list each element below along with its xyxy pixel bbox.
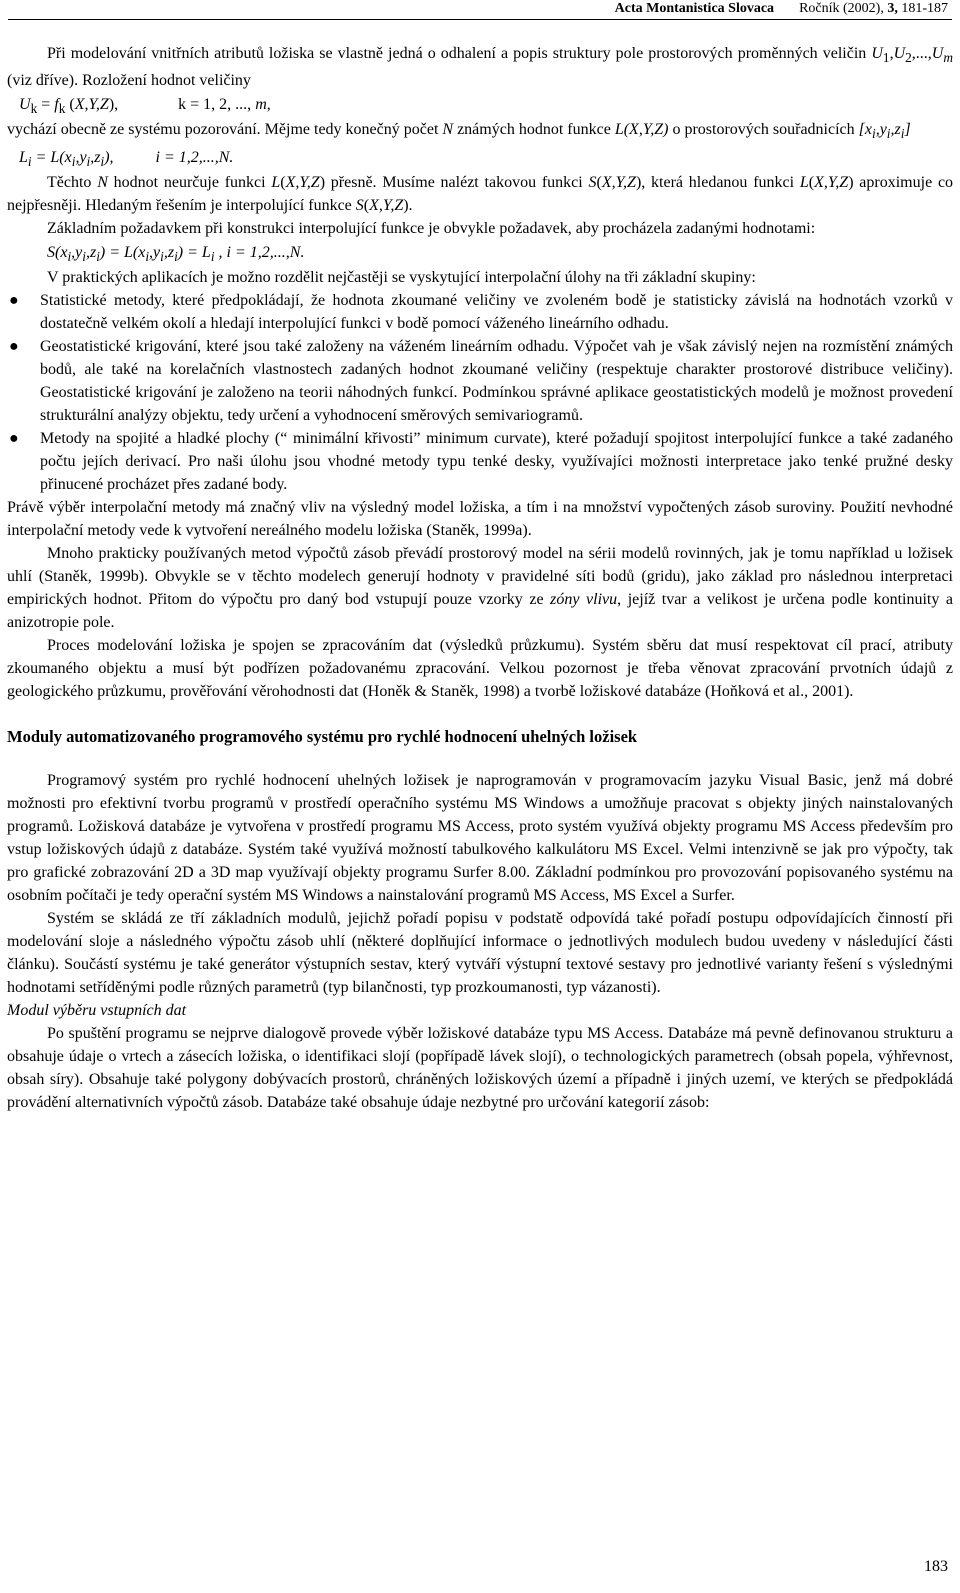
bullet-icon: ● [9, 338, 19, 356]
paragraph-system-modules: Systém se skládá ze tří základních modulů, jejichž pořadí popisu v podstatě odpovídá také pořadí postupu odpovídajících činností při modelování sloje a následného výpočtu zásob uhlí (některé doplňující informace o jednotlivých modulech budou uvedeny v následující části článku). Součástí systému je také generátor výstupních sestav, který vytváří výstupní textové sestavy pro jednotlivé varianty řešení s výslednými hodnotami setříděnými podle různých parametrů (typ bilančnosti, typ prozkoumanosti, typ vázanosti). [7, 910, 953, 997]
paragraph-observation: vychází obecně ze systému pozorování. Mějme tedy konečný počet N známých hodnot funkce L(X,Y,Z) o prostorových souřadnicích $[x_i,y_i,z_i]$ [7, 121, 911, 142]
bullet-icon: ● [9, 292, 19, 310]
running-header [0, 0, 960, 20]
paragraph-system-overview: Programový systém pro rychlé hodnocení uhelných ložisek je naprogramován v programovacím jazyku Visual Basic, jenž má dobré možnosti pro efektivní tvorbu programů v prostředí operačního systému MS Windows a umožňuje pracovat s objekty jiných nainstalovaných programů. Ložisková databáze je vytvořena v prostředí programu MS Access, proto systém využívá objekty programu MS Access především pro vstup ložiskových údajů z databáze. Systém také využívá možností tabulkového kalkulátoru MS Excel. Velmi intenzivně se jak pro výpočty, tak pro grafické zobrazování 2D a 3D map využívají objekty programu Surfer 8.00. Základní podmínkou pro provozování popisovaného systému na osobním počítači je tedy operační systém MS Windows a nainstalování programů MS Access, MS Excel a Surfer. [7, 772, 953, 905]
volume-number: 3, [887, 1, 898, 16]
paragraph-input-module: Po spuštění programu se nejprve dialogově provede výběr ložiskové databáze typu MS Access. Databáze má pevně definovanou strukturu a obsahuje údaje o vrtech a zásecích ložiska, o identifikaci slojí (popřípadě lávek slojí), o technologických parametrech (obsah popela, výhřevnost, obsah síry). Obsahuje také polygony dobývacích prostorů, chráněných ložiskových území a případně i jiných uzemí, ve kterých se předpokládá provádění alternativních výpočtů zásob. Databáze také obsahuje údaje nezbytné pro určování kategorií zásob: [7, 1025, 953, 1112]
equation-uk: $U_k = f_k$ (X,Y,Z), k = 1, 2, ..., m, [19, 96, 271, 117]
bullet-icon: ● [9, 430, 19, 448]
header-rule [8, 19, 952, 20]
article-body [7, 42, 953, 1114]
list-item: ● Geostatistické krigování, které jsou také založeny na váženém lineárním odhadu. Výpočet vah je však závislý nejen na rozmístění známých bodů, ale také na korelačních vlastnostech zadaných hodnot zkoumané veličiny (respektuje charakter prostorové distribuce veličiny). Geostatistické krigování je založeno na teorii náhodných funkcí. Podmínkou správné aplikace geostatistických modelů je možnost provedení strukturální analýzy objektu, tedy určení a vyhodnocení směrových semivariogramů. [7, 335, 953, 427]
page-range: 181-187 [897, 1, 948, 16]
header-text [615, 1, 948, 17]
equation-li: $L_i = L(x_i,y_i,z_i)$, i = 1,2,...,N. [19, 149, 234, 170]
subsection-heading: Modul výběru vstupních dat [7, 1002, 187, 1020]
journal-name: Acta Montanistica Slovaca [614, 1, 775, 16]
zone-of-influence-term: zóny vlivu [550, 591, 618, 609]
list-item: ● Metody na spojité a hladké plochy (“ minimální křivosti” minimum curvate), které požadují spojitost interpolující funkce a také zadaného počtu jejích derivací. Pro naši úlohu jsou vhodné metody typu tenké desky, využívajíci možnosti interpretace jako tenké pružné desky přinucené procházet přes zadané body. [7, 427, 953, 496]
paragraph-planar-models: Mnoho prakticky používaných metod výpočtů zásob převádí prostorový model na sérii modelů rovinných, jak je tomu například u ložisek uhlí (Staněk, 1999b). Obvykle se v těchto modelech generují hodnoty v pravidelné síti bodů (gridu), jako základ pro následnou interpretaci empirických hodnot. Přitom do výpočtu pro daný bod vstupují pouze vzorky ze zóny vlivu, jejíž tvar a velikost je určena podle kontinuity a anizotropie pole. [7, 545, 954, 632]
paragraph-approximation: Těchto N hodnot neurčuje funkci L(X,Y,Z) přesně. Musíme nalézt takovou funkci S(X,Y,Z), která hledanou funkci L(X,Y,Z) aproximuje co nejpřesněji. Hledaným řešením je interpolující funkce S(X,Y,Z). [7, 174, 954, 215]
paragraph-groups: V praktických aplikacích je možno rozdělit nejčastěji se vyskytující interpolační úlohy na tři základní skupiny: [47, 269, 756, 287]
paragraph-requirement: Základním požadavkem při konstrukci interpolující funkce je obvykle požadavek, aby procházela zadanými hodnotami: [47, 220, 816, 238]
section-heading: Moduly automatizovaného programového systému pro rychlé hodnocení uhelných ložisek [7, 727, 638, 747]
list-item: ● Statistické metody, které předpokládají, že hodnota zkoumané veličiny ve zvoleném bodě je statisticky závislá na hodnotách vzorků v dostatečně velkém okolí a hledají interpolující funkci v bodě pomocí váženého lineárního odhadu. [7, 289, 953, 335]
paragraph-data-processing: Proces modelování ložiska je spojen se zpracováním dat (výsledků průzkumu). Systém sběru dat musí respektovat cíl prací, atributy zkoumaného objektu a musí být podřízen požadovanému zpracování. Velkou pozornost je třeba věnovat zpracování prvotních údajů z geologického průzkumu, prověřování věrohodnosti dat (Honěk & Staněk, 1998) a tvorbě ložiskové databáze (Hoňková et al., 2001). [7, 637, 953, 701]
volume-text: Ročník (2002), [799, 1, 888, 16]
paragraph-method-choice: Právě výběr interpolační metody má značný vliv na výsledný model ložiska, a tím i na množství vypočtených zásob suroviny. Použití nevhodné interpolační metody vede k vytvoření nereálného modelu ložiska (Staněk, 1999a). [7, 499, 953, 540]
page-number: 183 [924, 1558, 948, 1575]
equation-interpolation: $S(x_i,y_i,z_i) = L(x_i,y_i,z_i) = L_i$ , i = 1,2,...,N. [47, 244, 305, 265]
paragraph-intro: Při modelování vnitřních atributů ložiska se vlastně jedná o odhalení a popis struktury pole prostorových proměnných veličin $U_1,U_2,...,U_m$ (viz dříve). Rozložení hodnot veličiny [7, 45, 953, 90]
method-list [7, 289, 953, 496]
